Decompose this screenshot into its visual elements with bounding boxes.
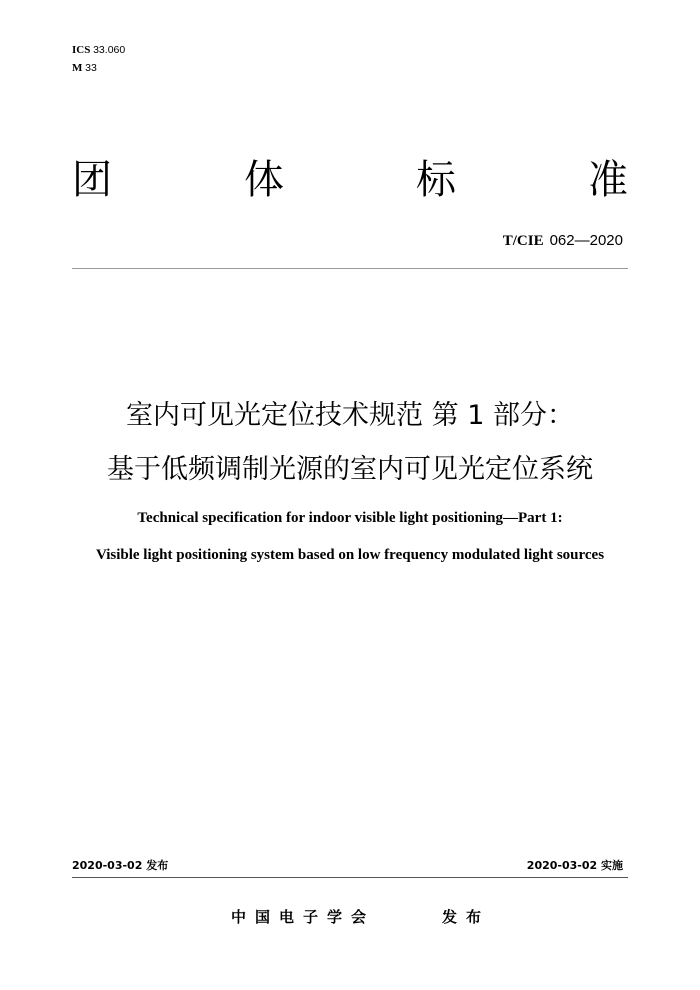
english-title-line-2: Visible light positioning system based on low frequency modulated light sources (95, 547, 605, 563)
issue-date: 2020-03-02 发布 (72, 859, 169, 872)
publishing-organization: 中国电子学会 (231, 908, 376, 926)
ccs-label: M (72, 62, 83, 74)
classification-codes (72, 41, 125, 77)
footer-divider (72, 877, 628, 878)
chinese-title-line-1: 室内可见光定位技术规范 第 1 部分： (126, 400, 574, 431)
standard-number-prefix: T/CIE (502, 233, 544, 249)
header-divider (72, 268, 628, 269)
implementation-date: 2020-03-02 实施 (526, 859, 623, 872)
english-title-line-1: Technical specification for indoor visible light positioning—Part 1: (137, 510, 563, 526)
standard-type-title (72, 152, 628, 208)
standard-type-char: 标 (416, 157, 456, 203)
standard-number (503, 231, 623, 251)
standard-type-char: 准 (588, 157, 628, 203)
ics-label: ICS (72, 44, 91, 56)
publish-label: 发布 (442, 908, 491, 926)
ics-value: 33.060 (93, 44, 126, 56)
standard-type-char: 体 (244, 157, 284, 203)
standard-number-value: 062—2020 (549, 232, 623, 249)
chinese-title-line-2: 基于低频调制光源的室内可见光定位系统 (107, 454, 593, 485)
ics-code (72, 41, 125, 59)
standard-type-char: 团 (72, 157, 112, 203)
ccs-value: 33 (85, 62, 97, 74)
ccs-code (72, 59, 125, 77)
